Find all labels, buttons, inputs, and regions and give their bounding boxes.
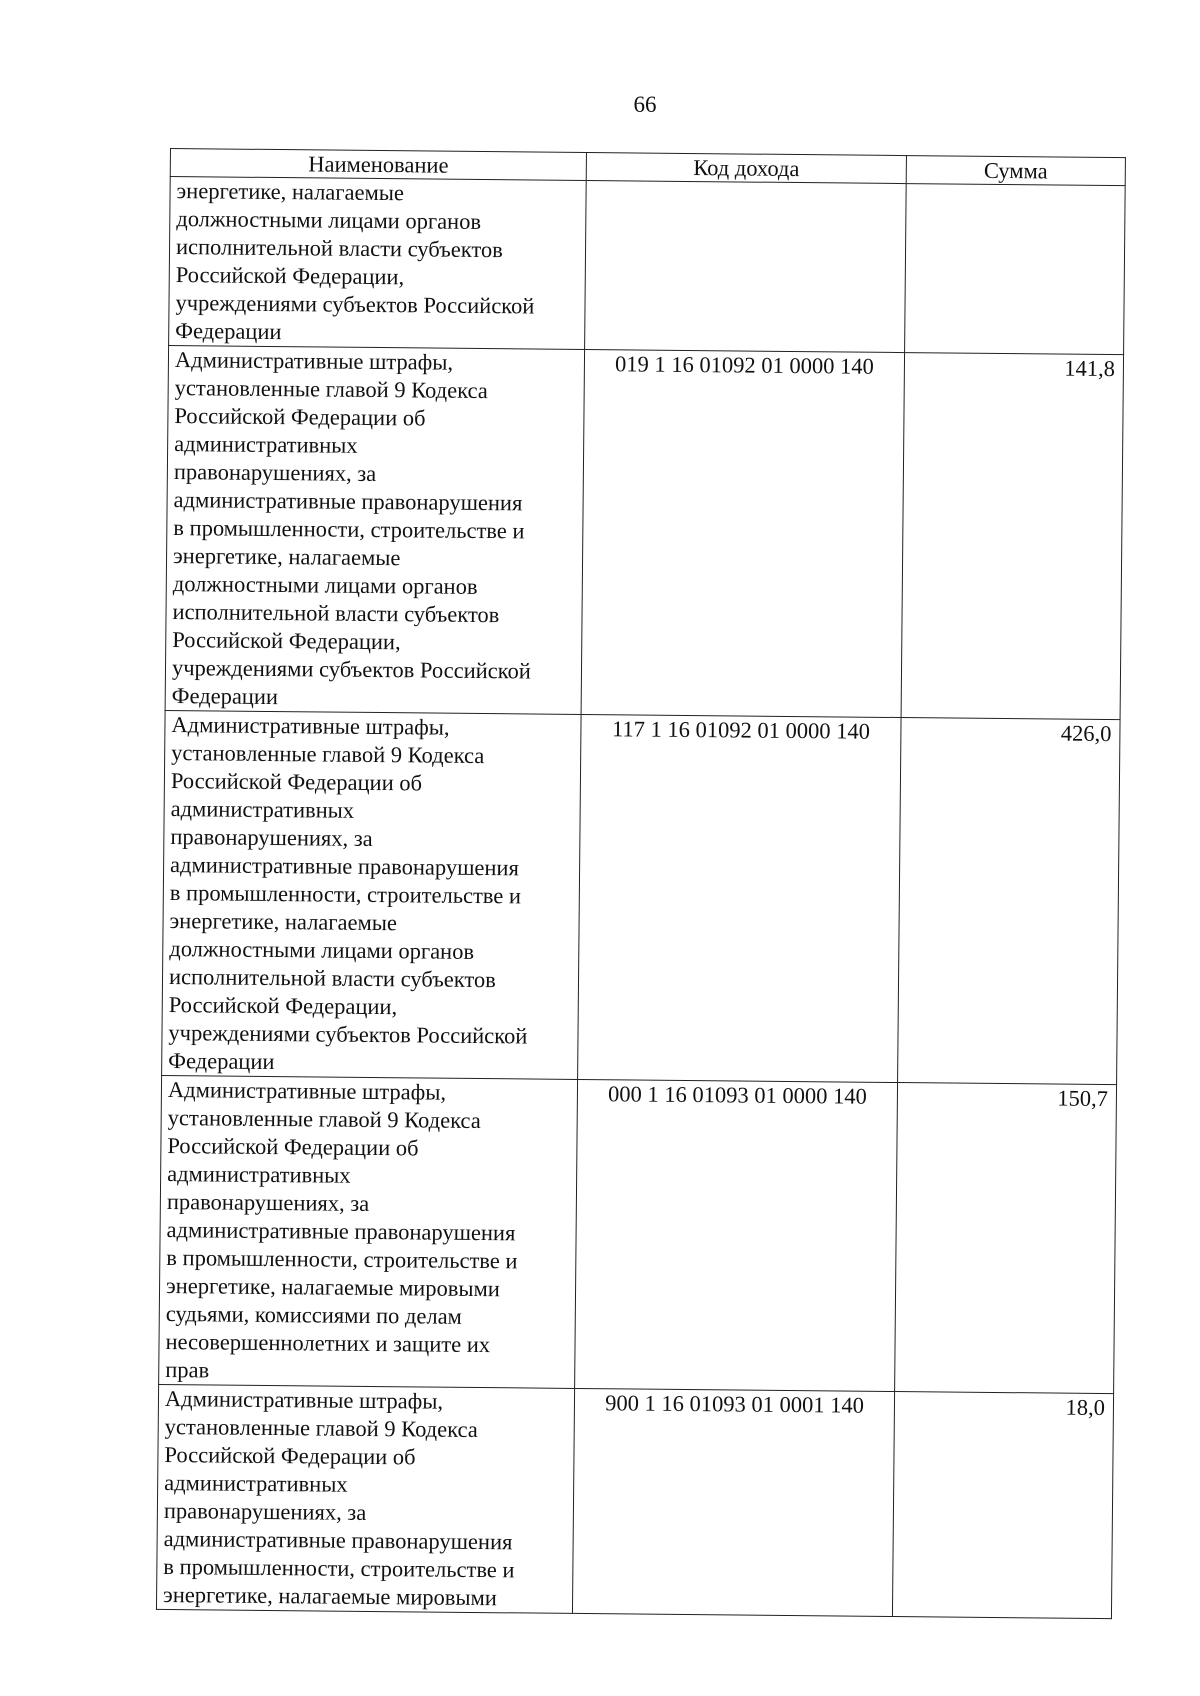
row-name-cell: энергетике, налагаемые должностными лицами органов исполнительной власти субъектов Российской Федерации, учреждениями субъектов Российской Федерации [169,177,587,350]
header-name: Наименование [170,149,586,181]
row-code-cell: 117 1 16 01092 01 0000 140 [578,714,901,1082]
row-code-cell: 019 1 16 01092 01 0000 140 [581,349,904,717]
row-sum-cell: 426,0 [898,718,1121,1085]
row-name-cell: Административные штрафы, установленные главой 9 Кодекса Российской Федерации об административных правонарушениях, за административные правонарушения в промышленности, строительстве и энергетике, налагаемые должностными лицами органов исполнительной власти субъектов Российской Федерации, учреждениями субъектов Российской Федерации [165,345,585,714]
table-row [169,177,1126,355]
header-sum: Сумма [906,156,1125,186]
revenue-table [156,148,1126,1619]
row-name-cell: Административные штрафы, установленные главой 9 Кодекса Российской Федерации об административных правонарушениях, за административные правонарушения в промышленности, строительстве и энергетике, налагаемые мировыми судьями, комиссиями по делам несовершеннолетних и защите их прав [159,1075,578,1388]
row-sum-cell: 18,0 [892,1392,1113,1619]
header-code: Код дохода [586,152,906,183]
table-row [159,1075,1117,1393]
row-code-cell [585,180,906,352]
row-sum-cell: 150,7 [895,1083,1117,1394]
row-sum-cell [905,184,1126,355]
table-row [162,710,1120,1084]
row-code-cell: 000 1 16 01093 01 0000 140 [575,1079,898,1391]
table-row [165,345,1123,719]
row-sum-cell: 141,8 [901,353,1124,720]
page-number: 66 [633,92,657,117]
row-name-cell: Административные штрафы, установленные главой 9 Кодекса Российской Федерации об административных правонарушениях, за административные правонарушения в промышленности, строительстве и энергетике, налагаемые мировыми [156,1384,574,1613]
row-name-cell: Административные штрафы, установленные главой 9 Кодекса Российской Федерации об административных правонарушениях, за административные правонарушения в промышленности, строительстве и энергетике, налагаемые должностными лицами органов исполнительной власти субъектов Российской Федерации, учреждениями субъектов Российской Федерации [162,710,582,1079]
table-row [156,1384,1113,1618]
row-code-cell: 900 1 16 01093 01 0001 140 [573,1388,895,1616]
